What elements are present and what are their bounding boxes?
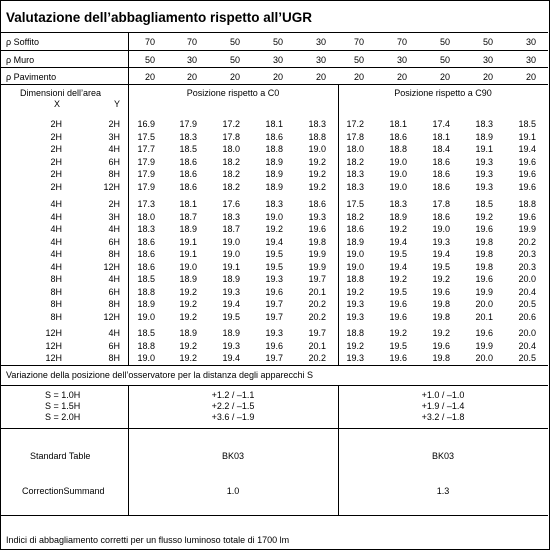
ugr-value: 18.3 [475,119,493,129]
row-x: 12H [45,328,62,338]
horizontal-rule [0,365,548,366]
reflectance-label: ρ Pavimento [6,72,57,82]
reflectance-value: 30 [315,55,326,65]
ugr-value: 19.6 [389,353,407,364]
reflectance-value: 20 [272,72,283,82]
horizontal-rule [0,428,548,429]
row-y: 3H [108,131,120,142]
ugr-value: 19.4 [265,236,283,247]
ugr-value: 19.2 [179,286,197,297]
ugr-value: 18.9 [179,224,197,235]
ugr-value: 19.9 [475,340,493,351]
reflectance-value: 20 [482,72,493,82]
reflectance-value: 30 [482,55,493,65]
ugr-value: 18.1 [179,199,197,209]
ugr-value: 19.2 [346,286,364,297]
ugr-value: 19.7 [308,328,326,338]
ugr-value: 19.3 [308,211,326,222]
ugr-value: 19.0 [222,249,240,260]
ugr-value: 19.2 [346,340,364,351]
ugr-value: 20.3 [518,262,536,272]
row-y: 6H [108,340,120,351]
header-c0: Posizione rispetto a C0 [186,88,280,98]
ugr-value: 17.8 [432,199,450,209]
reflectance-value: 20 [186,72,197,82]
ugr-value: 19.2 [179,340,197,351]
ugr-value: 18.3 [389,199,407,209]
ugr-value: 18.9 [222,328,240,338]
ugr-value: 18.5 [137,328,155,338]
row-x: 8H [50,274,62,284]
variation-c90: +3.2 / –1.8 [421,412,465,422]
row-x: 4H [50,199,62,209]
standard-table-c90: BK03 [431,451,455,461]
row-y: 8H [108,353,120,364]
ugr-value: 19.2 [389,328,407,338]
ugr-value: 19.8 [432,353,450,364]
variation-label: S = 1.5H [45,401,81,411]
ugr-value: 19.0 [222,236,240,247]
horizontal-rule [0,84,548,85]
ugr-value: 19.6 [265,340,283,351]
row-y: 3H [108,211,120,222]
ugr-value: 19.3 [346,353,364,364]
ugr-value: 19.2 [308,156,326,167]
row-y: 12H [103,182,120,192]
ugr-value: 18.3 [265,199,283,209]
ugr-value: 19.2 [179,311,197,322]
ugr-value: 18.6 [137,249,155,260]
ugr-value: 18.6 [308,199,326,209]
ugr-value: 18.5 [475,199,493,209]
ugr-value: 18.8 [265,144,283,155]
ugr-value: 19.4 [389,236,407,247]
reflectance-label: ρ Muro [6,55,35,65]
ugr-value: 18.3 [346,169,364,180]
ugr-value: 18.2 [222,182,240,192]
ugr-value: 19.1 [179,236,197,247]
ugr-value: 20.5 [518,353,536,364]
ugr-value: 19.5 [265,249,283,260]
ugr-value: 18.6 [432,169,450,180]
ugr-value: 19.3 [265,274,283,284]
ugr-value: 18.1 [432,131,450,142]
ugr-value: 18.9 [222,274,240,284]
ugr-value: 20.2 [308,311,326,322]
row-y: 8H [108,249,120,260]
ugr-value: 19.0 [265,211,283,222]
row-x: 12H [45,353,62,364]
ugr-value: 19.2 [475,211,493,222]
ugr-value: 18.6 [179,156,197,167]
reflectance-value: 30 [272,55,283,65]
ugr-value: 19.3 [265,328,283,338]
ugr-value: 18.8 [137,286,155,297]
ugr-value: 20.3 [518,249,536,260]
correction-summand-c90: 1.3 [436,486,450,496]
ugr-value: 18.6 [432,156,450,167]
ugr-value: 18.6 [432,211,450,222]
ugr-value: 17.8 [222,131,240,142]
row-x: 4H [50,262,62,272]
ugr-value: 18.7 [222,224,240,235]
ugr-value: 18.6 [137,262,155,272]
row-x: 12H [45,340,62,351]
reflectance-value: 30 [186,55,197,65]
ugr-value: 19.0 [346,262,364,272]
reflectance-value: 30 [525,37,536,47]
horizontal-rule [0,50,548,51]
horizontal-rule [0,515,548,516]
row-y: 8H [108,299,120,310]
ugr-value: 18.5 [137,274,155,284]
ugr-value: 17.9 [137,182,155,192]
ugr-value: 19.7 [265,353,283,364]
ugr-value: 18.7 [179,211,197,222]
ugr-value: 18.0 [137,211,155,222]
ugr-value: 18.2 [346,156,364,167]
horizontal-rule [0,32,548,33]
ugr-value: 18.6 [389,131,407,142]
ugr-value: 19.1 [475,144,493,155]
ugr-value: 19.6 [308,224,326,235]
ugr-value: 19.8 [432,311,450,322]
ugr-value: 18.9 [346,236,364,247]
ugr-value: 19.3 [475,169,493,180]
ugr-value: 19.9 [308,262,326,272]
ugr-value: 20.4 [518,340,536,351]
ugr-value: 19.4 [222,299,240,310]
ugr-value: 18.2 [346,211,364,222]
ugr-value: 19.3 [346,299,364,310]
ugr-value: 19.9 [475,286,493,297]
ugr-value: 19.0 [389,182,407,192]
row-x: 2H [50,131,62,142]
row-y: 12H [103,311,120,322]
ugr-value: 20.2 [308,299,326,310]
ugr-value: 19.4 [518,144,536,155]
row-y: 8H [108,169,120,180]
row-x: 2H [50,182,62,192]
ugr-value: 19.6 [389,299,407,310]
variation-c90: +1.0 / –1.0 [421,390,465,400]
ugr-value: 19.1 [222,262,240,272]
ugr-value: 19.2 [389,224,407,235]
ugr-value: 18.6 [432,182,450,192]
ugr-value: 19.3 [475,156,493,167]
ugr-value: 19.6 [475,224,493,235]
ugr-value: 18.9 [179,328,197,338]
reflectance-value: 30 [525,55,536,65]
ugr-value: 19.2 [308,182,326,192]
ugr-value: 19.6 [518,169,536,180]
reflectance-label: ρ Soffito [6,37,39,47]
reflectance-value: 20 [396,72,407,82]
ugr-value: 20.1 [475,311,493,322]
ugr-value: 20.5 [518,299,536,310]
ugr-value: 18.6 [346,224,364,235]
ugr-value: 19.3 [222,286,240,297]
reflectance-value: 50 [229,37,240,47]
row-x: 4H [50,236,62,247]
ugr-value: 19.6 [475,328,493,338]
row-y: 4H [108,274,120,284]
ugr-value: 18.9 [179,274,197,284]
ugr-value: 17.9 [137,169,155,180]
ugr-value: 19.1 [179,249,197,260]
standard-table-label: Standard Table [30,451,91,461]
ugr-value: 19.2 [179,353,197,364]
ugr-value: 19.5 [265,262,283,272]
ugr-value: 19.6 [389,311,407,322]
footnote: Indici di abbagliamento corretti per un flusso luminoso totale di 1700 lm [6,535,290,545]
reflectance-value: 50 [229,55,240,65]
ugr-value: 19.4 [389,262,407,272]
ugr-value: 19.5 [222,311,240,322]
ugr-value: 19.8 [475,236,493,247]
ugr-value: 20.0 [475,299,493,310]
ugr-value: 18.6 [179,169,197,180]
row-y: 12H [103,262,120,272]
ugr-value: 18.8 [346,274,364,284]
ugr-value: 18.9 [265,156,283,167]
ugr-value: 19.3 [475,182,493,192]
ugr-value: 19.7 [265,299,283,310]
ugr-value: 18.3 [346,182,364,192]
reflectance-value: 70 [186,37,197,47]
ugr-value: 18.6 [137,236,155,247]
ugr-value: 18.8 [308,131,326,142]
ugr-value: 17.7 [137,144,155,155]
ugr-value: 20.0 [518,274,536,284]
ugr-value: 17.9 [137,156,155,167]
ugr-value: 19.3 [222,340,240,351]
row-y: 4H [108,144,120,155]
header-y: Y [114,99,121,109]
ugr-value: 19.5 [389,340,407,351]
ugr-value: 19.8 [475,262,493,272]
row-y: 2H [108,119,120,129]
ugr-value: 19.7 [308,274,326,284]
variation-label: S = 1.0H [45,390,81,400]
reflectance-value: 20 [439,72,450,82]
ugr-value: 19.0 [137,311,155,322]
ugr-value: 18.3 [137,224,155,235]
variation-title: Variazione della posizione dell’osservatore per la distanza degli apparecchi S [6,370,314,380]
ugr-value: 19.3 [432,236,450,247]
row-x: 2H [50,156,62,167]
ugr-value: 19.0 [179,262,197,272]
ugr-value: 18.8 [518,199,536,209]
ugr-value: 19.9 [518,224,536,235]
ugr-value: 19.2 [179,299,197,310]
ugr-value: 19.5 [389,286,407,297]
ugr-value: 19.6 [432,286,450,297]
ugr-value: 17.6 [222,199,240,209]
ugr-value: 18.2 [222,169,240,180]
reflectance-value: 50 [353,55,364,65]
ugr-value: 18.6 [179,182,197,192]
reflectance-value: 50 [439,55,450,65]
ugr-value: 19.8 [308,236,326,247]
ugr-value: 20.2 [518,236,536,247]
row-x: 2H [50,144,62,155]
ugr-value: 19.5 [432,262,450,272]
ugr-value: 18.6 [265,131,283,142]
ugr-value: 18.9 [389,211,407,222]
ugr-value: 18.3 [179,131,197,142]
ugr-value: 18.8 [137,340,155,351]
ugr-value: 19.8 [432,299,450,310]
ugr-value: 18.9 [265,169,283,180]
reflectance-value: 20 [315,72,326,82]
reflectance-value: 50 [272,37,283,47]
ugr-value: 19.6 [475,274,493,284]
ugr-value: 19.2 [265,224,283,235]
reflectance-value: 70 [353,37,364,47]
variation-label: S = 2.0H [45,412,81,422]
ugr-value: 18.9 [137,299,155,310]
row-y: 6H [108,286,120,297]
row-y: 4H [108,224,120,235]
ugr-value: 19.6 [518,211,536,222]
ugr-value: 18.0 [346,144,364,155]
horizontal-rule [0,385,548,386]
ugr-value: 19.6 [518,156,536,167]
ugr-value: 20.6 [518,311,536,322]
ugr-value: 19.2 [432,328,450,338]
variation-c0: +3.6 / –1.9 [211,412,255,422]
ugr-value: 18.8 [389,144,407,155]
ugr-value: 19.4 [222,353,240,364]
row-x: 4H [50,211,62,222]
variation-c0: +2.2 / –1.5 [211,401,255,411]
row-x: 2H [50,119,62,129]
ugr-value: 17.5 [137,131,155,142]
header-c90: Posizione rispetto a C90 [394,88,492,98]
reflectance-value: 50 [144,55,155,65]
row-x: 8H [50,299,62,310]
ugr-value: 19.1 [518,131,536,142]
ugr-value: 18.2 [222,156,240,167]
ugr-value: 18.4 [432,144,450,155]
ugr-value: 19.3 [346,311,364,322]
ugr-value: 19.9 [308,249,326,260]
ugr-value: 17.4 [432,119,450,129]
ugr-value: 18.5 [179,144,197,155]
ugr-value: 20.1 [308,340,326,351]
ugr-value: 17.9 [179,119,197,129]
ugr-value: 17.2 [346,119,364,129]
ugr-value: 19.0 [346,249,364,260]
ugr-value: 17.2 [222,119,240,129]
page-title: Valutazione dell’abbagliamento rispetto all’UGR [6,10,313,25]
reflectance-value: 20 [353,72,364,82]
ugr-value: 18.0 [222,144,240,155]
correction-summand-c0: 1.0 [226,486,240,496]
ugr-value: 18.5 [518,119,536,129]
ugr-value: 19.0 [308,144,326,155]
ugr-value: 19.0 [389,169,407,180]
ugr-value: 19.4 [432,249,450,260]
reflectance-value: 30 [396,55,407,65]
reflectance-value: 70 [144,37,155,47]
row-x: 2H [50,169,62,180]
ugr-value: 20.1 [308,286,326,297]
reflectance-value: 70 [396,37,407,47]
ugr-value: 18.1 [265,119,283,129]
ugr-value: 18.8 [346,328,364,338]
variation-c90: +1.9 / –1.4 [421,401,465,411]
row-y: 2H [108,199,120,209]
ugr-value: 16.9 [137,119,155,129]
ugr-value: 20.0 [518,328,536,338]
ugr-value: 18.9 [265,182,283,192]
ugr-value: 19.6 [518,182,536,192]
reflectance-value: 50 [439,37,450,47]
row-y: 6H [108,236,120,247]
ugr-value: 19.5 [389,249,407,260]
reflectance-value: 20 [229,72,240,82]
ugr-value: 19.0 [432,224,450,235]
ugr-value: 19.8 [475,249,493,260]
row-x: 4H [50,249,62,260]
reflectance-value: 20 [525,72,536,82]
ugr-value: 19.6 [432,340,450,351]
ugr-value: 19.0 [389,156,407,167]
correction-summand-label: CorrectionSummand [22,486,105,496]
ugr-value: 19.7 [265,311,283,322]
ugr-value: 19.2 [308,169,326,180]
header-x: X [54,99,61,109]
ugr-value: 19.2 [389,274,407,284]
row-x: 8H [50,286,62,297]
reflectance-value: 20 [144,72,155,82]
ugr-value: 17.8 [346,131,364,142]
horizontal-rule [0,67,548,68]
standard-table-c0: BK03 [221,451,245,461]
ugr-value: 18.3 [308,119,326,129]
reflectance-value: 50 [482,37,493,47]
ugr-value: 20.0 [475,353,493,364]
ugr-value: 18.3 [222,211,240,222]
ugr-value: 18.1 [389,119,407,129]
reflectance-value: 30 [315,37,326,47]
ugr-value: 19.6 [265,286,283,297]
ugr-value: 17.5 [346,199,364,209]
ugr-value: 20.4 [518,286,536,297]
ugr-value: 20.2 [308,353,326,364]
row-x: 8H [50,311,62,322]
row-x: 4H [50,224,62,235]
row-y: 6H [108,156,120,167]
ugr-value: 18.9 [475,131,493,142]
variation-c0: +1.2 / –1.1 [211,390,255,400]
ugr-value: 19.0 [137,353,155,364]
header-dimensions: Dimensioni dell’area [20,88,102,98]
ugr-value: 19.2 [432,274,450,284]
row-y: 4H [108,328,120,338]
ugr-value: 17.3 [137,199,155,209]
